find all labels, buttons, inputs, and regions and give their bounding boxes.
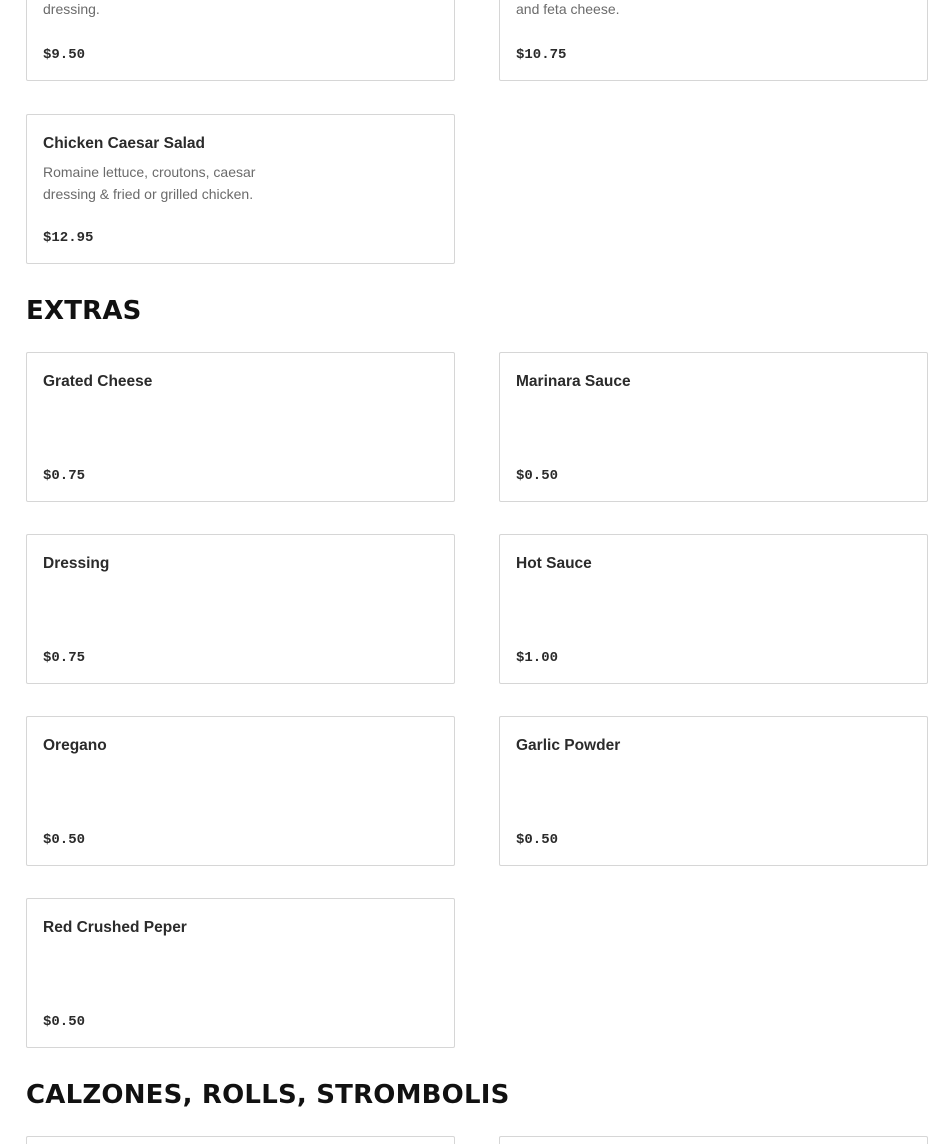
menu-item-description: Romaine lettuce, croutons, caesar dressing & fried or grilled chicken. (43, 164, 256, 202)
section-title-extras: EXTRAS (26, 296, 142, 326)
menu-item-name: Garlic Powder (516, 737, 621, 754)
menu-item-name: Oregano (43, 737, 107, 754)
menu-item-price: $12.95 (43, 230, 94, 246)
menu-item-card[interactable] (26, 534, 455, 684)
menu-item-card[interactable] (499, 1136, 928, 1144)
menu-item-price: $10.75 (516, 47, 567, 63)
menu-item-name: Dressing (43, 555, 110, 572)
menu-item-name: Red Crushed Peper (43, 919, 187, 936)
menu-item-name: Grated Cheese (43, 373, 153, 390)
menu-item-price: $0.50 (516, 832, 559, 848)
menu-item-name: Marinara Sauce (516, 373, 631, 390)
menu-item-card[interactable] (26, 0, 455, 81)
menu-item-card[interactable] (26, 352, 455, 502)
menu-item-description: dressing. (43, 1, 100, 17)
menu-item-description: and feta cheese. (516, 1, 620, 17)
menu-item-card[interactable] (26, 716, 455, 866)
menu-item-card[interactable] (26, 898, 455, 1048)
section-title-calzones: CALZONES, ROLLS, STROMBOLIS (26, 1080, 510, 1110)
menu-item-card[interactable] (499, 0, 928, 81)
menu-item-price: $0.50 (43, 1014, 86, 1030)
menu-item-card[interactable] (26, 114, 455, 264)
menu-item-card[interactable] (499, 352, 928, 502)
menu-item-name: Chicken Caesar Salad (43, 135, 205, 152)
menu-item-price: $0.75 (43, 650, 86, 666)
menu-item-price: $0.50 (516, 468, 559, 484)
menu-item-price: $0.75 (43, 468, 86, 484)
menu-item-card[interactable] (499, 716, 928, 866)
menu-item-price: $9.50 (43, 47, 86, 63)
menu-item-price: $0.50 (43, 832, 86, 848)
menu-item-card[interactable] (499, 534, 928, 684)
menu-item-card[interactable] (26, 1136, 455, 1144)
menu-item-name: Hot Sauce (516, 555, 592, 572)
menu-item-price: $1.00 (516, 650, 559, 666)
